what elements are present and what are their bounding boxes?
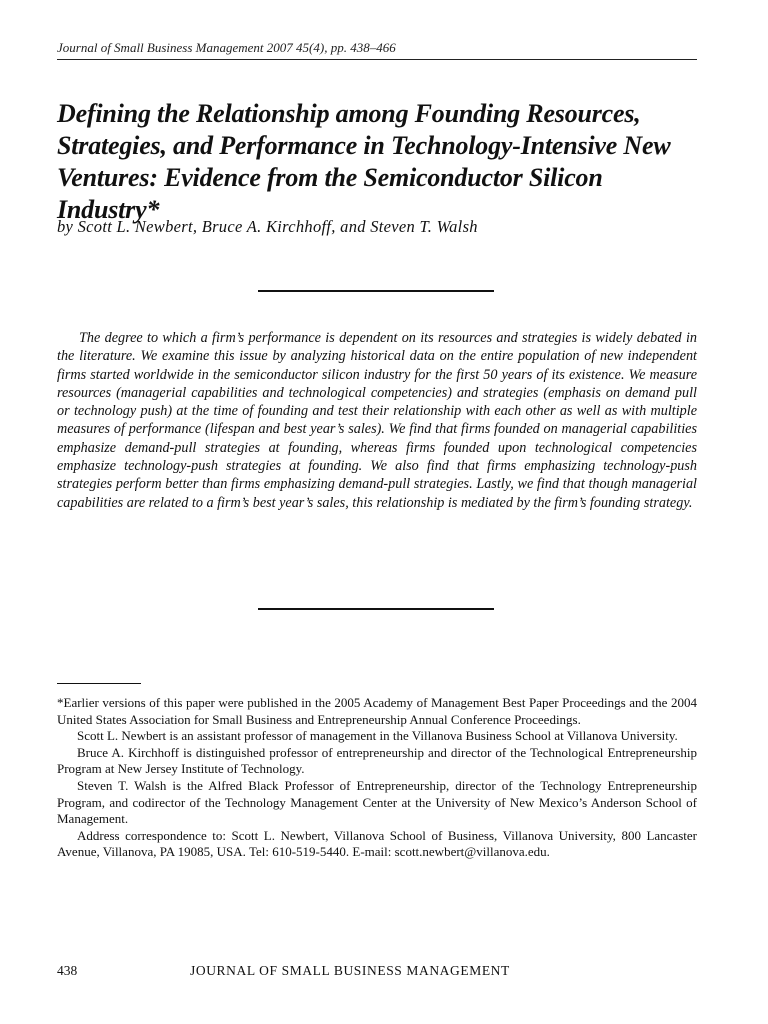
running-head: Journal of Small Business Management 2007 45(4), pp. 438–466 (57, 40, 396, 55)
footnote-author-kirchhoff: Bruce A. Kirchhoff is distinguished professor of entrepreneurship and director of the Technological Entrepreneurship Program at New Jersey Institute of Technology. (57, 744, 697, 777)
footnote-author-walsh: Steven T. Walsh is the Alfred Black Professor of Entrepreneurship, director of the Technology Entrepreneurship Program, and codirector of the Technology Management Center at the University of New Mexico’s Anderson School of Management. (57, 777, 697, 827)
article-title: Defining the Relationship among Founding Resources, Strategies, and Performance in Technology-Intensive New Ventures: Evidence from the Semiconductor Silicon Industry* (57, 99, 671, 224)
footnote-earlier-versions: *Earlier versions of this paper were published in the 2005 Academy of Management Best Paper Proceedings and the 2004 United States Association for Small Business and Entrepreneurship Annual Conference Proceedings. (57, 695, 697, 727)
header-rule (57, 59, 697, 60)
author-byline: by Scott L. Newbert, Bruce A. Kirchhoff, and Steven T. Walsh (57, 217, 478, 236)
footnote-rule (57, 683, 141, 684)
footnotes (57, 695, 697, 861)
footnote-author-newbert: Scott L. Newbert is an assistant professor of management in the Villanova Business School at Villanova University. (77, 728, 678, 744)
abstract: The degree to which a firm’s performance is dependent on its resources and strategies is widely debated in the literature. We examine this issue by analyzing historical data on the entire population of new independent firms started worldwide in the semiconductor silicon industry for the first 50 years of its existence. We measure resources (managerial capabilities and technological competencies) and strategies (emphasis on demand pull or technology push) at the time of founding and test their relationship with each other as well as with multiple measures of performance (lifespan and best year’s sales). We find that firms founded on managerial capabilities emphasize demand-pull strategies at founding, whereas firms founded upon technological competencies emphasize technology-push strategies at founding. We also find that firms emphasizing technology-push strategies perform better than firms emphasizing demand-pull strategies. Lastly, we find that though managerial capabilities are related to a firm’s best year’s sales, this relationship is mediated by the firm’s founding strategy. (57, 330, 697, 511)
abstract-divider-bottom (258, 608, 494, 610)
footer-journal-name: JOURNAL OF SMALL BUSINESS MANAGEMENT (190, 963, 510, 978)
page-number: 438 (57, 963, 78, 978)
footnote-correspondence: Address correspondence to: Scott L. Newbert, Villanova School of Business, Villanova University, 800 Lancaster Avenue, Villanova, PA 19085, USA. Tel: 610-519-5440. E-mail: scott.newbert@villanova.edu. (57, 827, 697, 860)
abstract-divider-top (258, 290, 494, 292)
